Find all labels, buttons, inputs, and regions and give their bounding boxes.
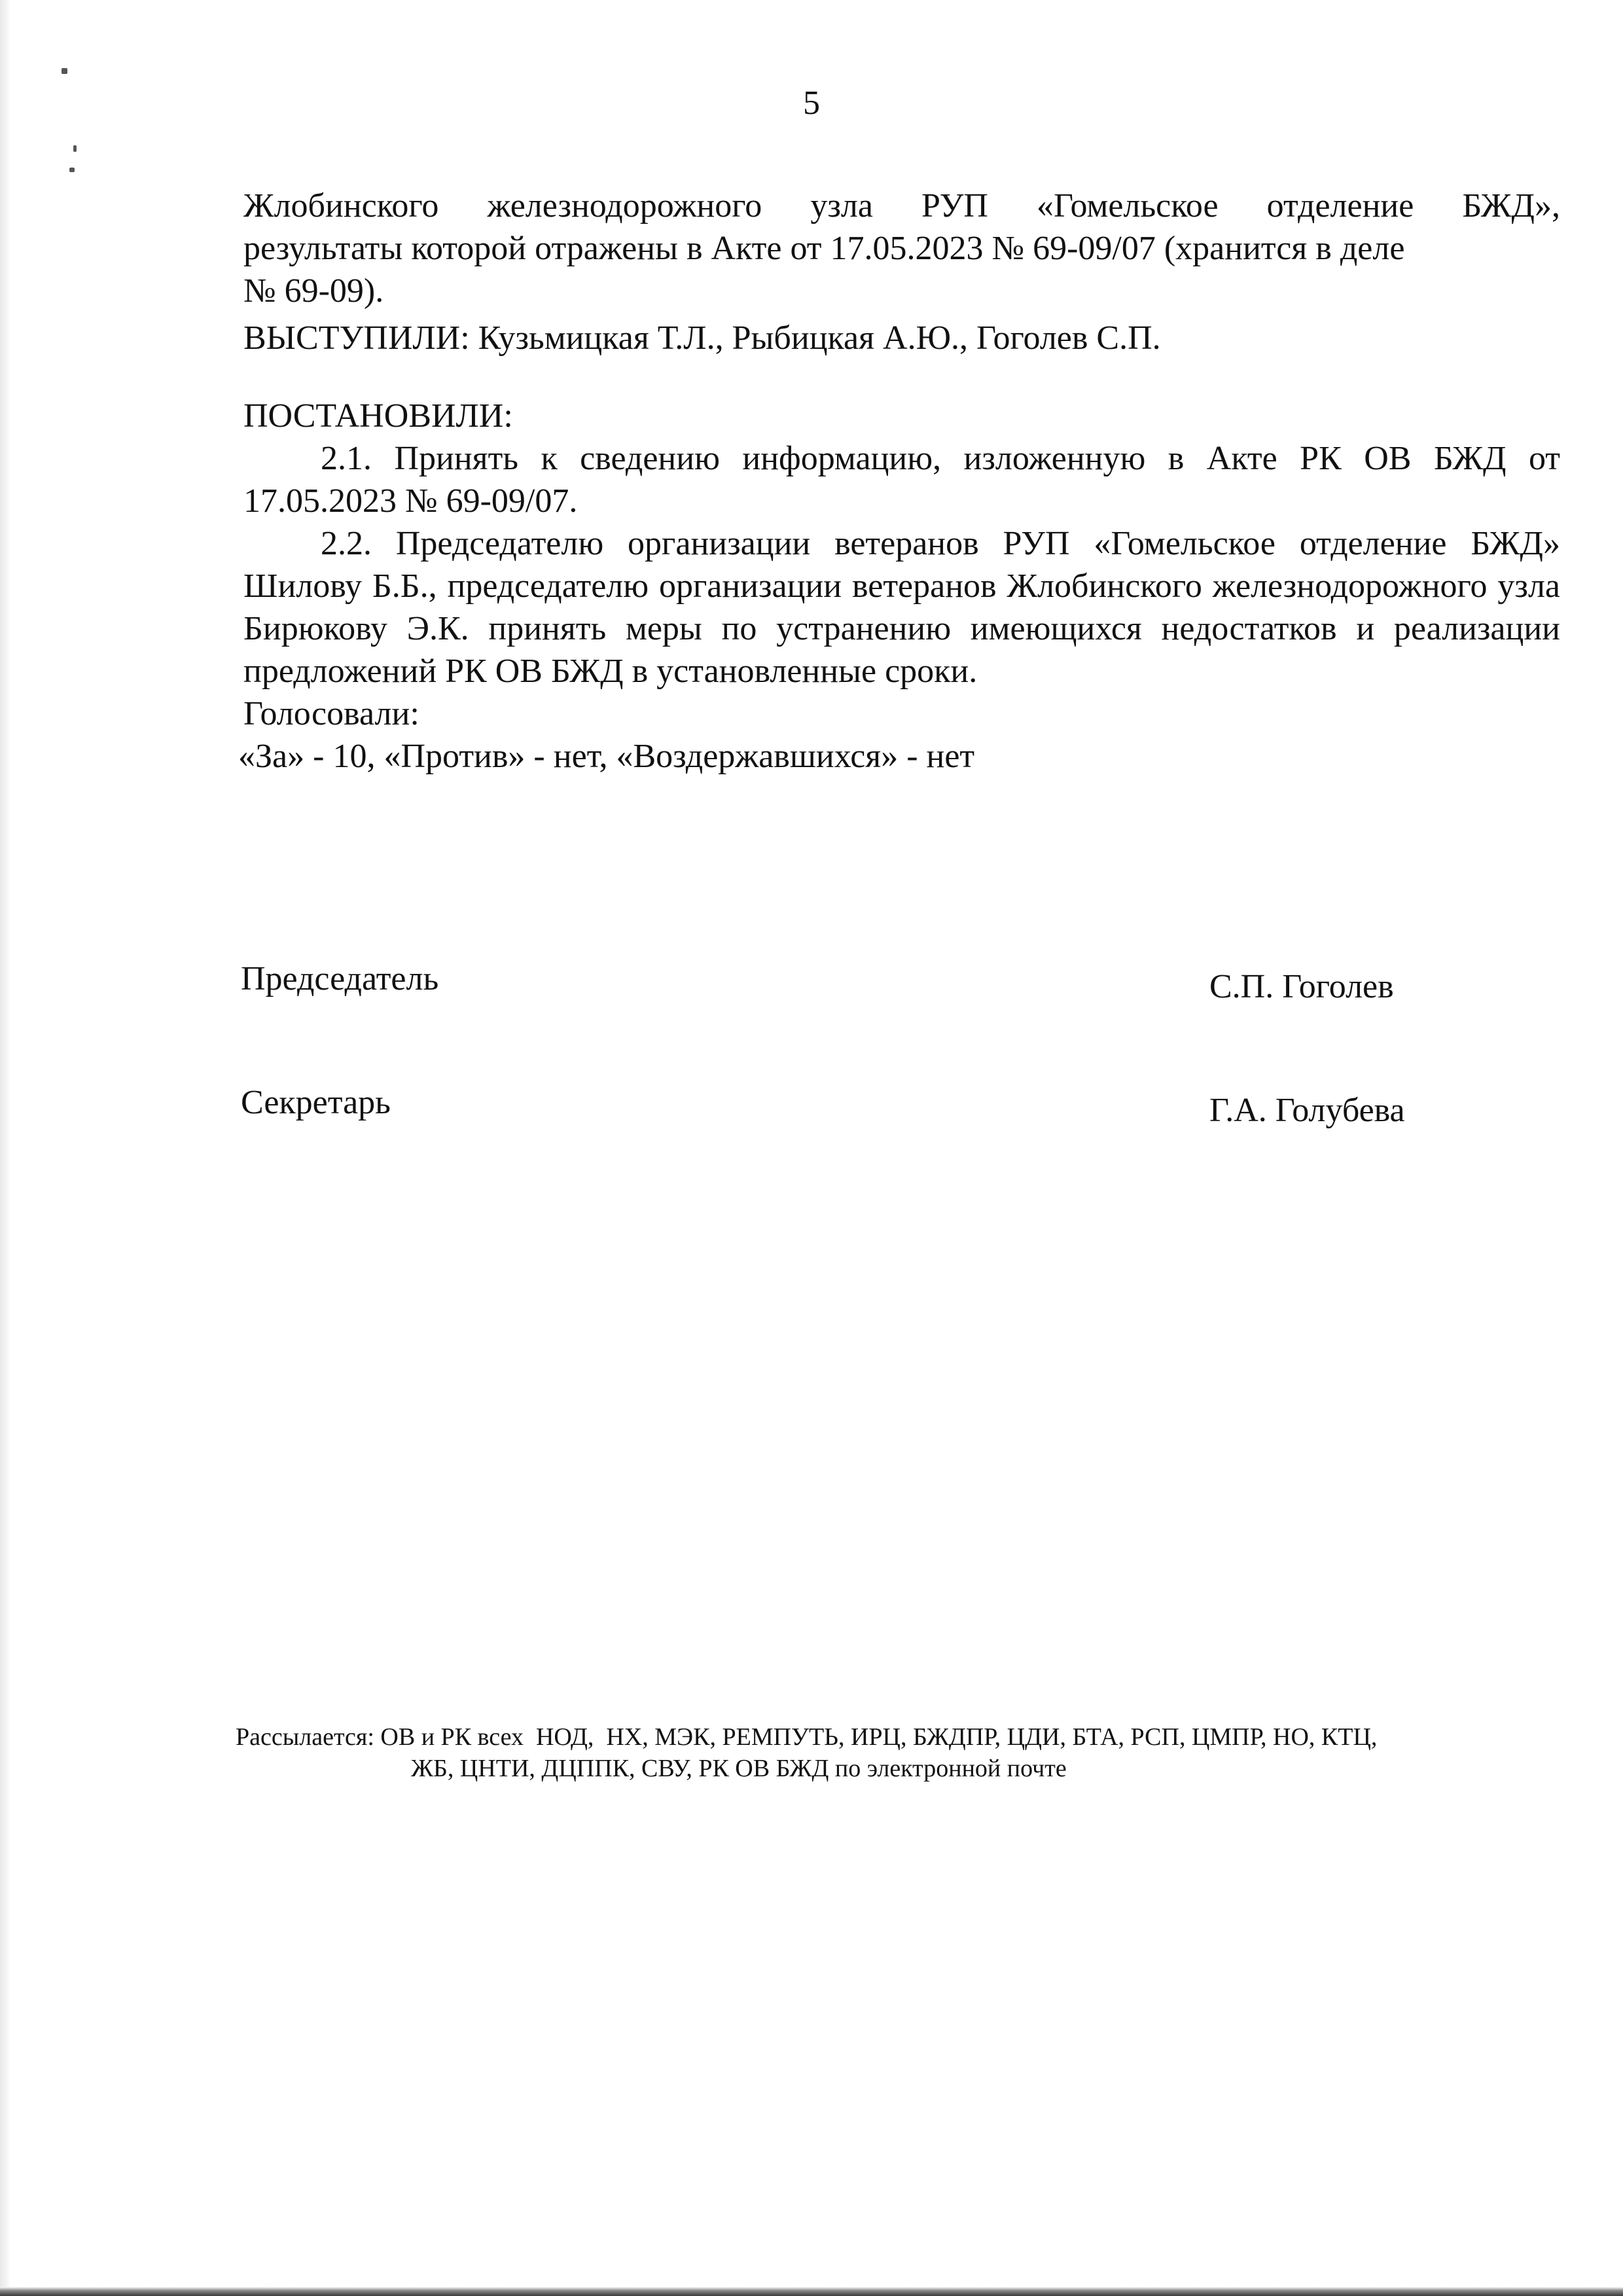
scan-speck (73, 145, 77, 152)
decision-number: 2.1. (321, 440, 372, 477)
decision-text: Принять к сведению информацию, изложенную в Акте РК ОВ БЖД от 17.05.2023 № 69-09/07. (243, 440, 1561, 520)
scan-speck (62, 68, 67, 74)
intro-line-2: результаты которой отражены в Акте от 17.05.2023 № 69-09/07 (хранится в деле (243, 230, 1405, 267)
signature-name: Г.А. Голубева (1209, 1092, 1405, 1129)
decisions-label: ПОСТАНОВИЛИ: (243, 397, 513, 435)
scan-edge-bottom (0, 2287, 1623, 2296)
signature-name: С.П. Гоголев (1209, 968, 1394, 1005)
intro-paragraph (243, 185, 1560, 312)
voting-label: Голосовали: (243, 695, 419, 732)
speakers-label: ВЫСТУПИЛИ: (243, 319, 470, 357)
decision-text: Председателю организации ветеранов РУП «Гомельское отделение БЖД» Шилову Б.Б., председателю организации ветеранов Жлобинского железнодорожного узла Бирюкову Э.К. принять меры по устранению имеющихся недостатков и реализации предложений РК ОВ БЖД в установленные сроки. (243, 525, 1561, 690)
signature-chairman (241, 960, 1445, 1005)
speakers-line (243, 317, 1560, 359)
voting-result: «За» - 10, «Против» - нет, «Воздержавшихся» - нет (238, 738, 975, 775)
scan-edge-left (0, 0, 10, 2296)
decisions-section (238, 395, 1561, 778)
intro-line-1: Жлобинского железнодорожного узла РУП «Гомельское отделение БЖД», (243, 187, 1560, 224)
scan-speck (69, 168, 75, 172)
signature-role: Председатель (241, 960, 439, 997)
distribution-line-1: Рассылается: ОВ и РК всех НОД, НХ, МЭК, РЕМПУТЬ, ИРЦ, БЖДПР, ЦДИ, БТА, РСП, ЦМПР, НО, КТЦ, (236, 1723, 1378, 1751)
page-number: 5 (803, 84, 820, 122)
decision-item-2-2 (243, 522, 1560, 692)
distribution-line-2: ЖБ, ЦНТИ, ДЦППК, СВУ, РК ОВ БЖД по электронной почте (411, 1755, 1067, 1782)
decision-item-2-1 (243, 437, 1560, 522)
speakers-names: Кузьмицкая Т.Л., Рыбицкая А.Ю., Гоголев С.П. (478, 319, 1161, 357)
decision-number: 2.2. (321, 525, 372, 562)
signature-role: Секретарь (241, 1084, 391, 1121)
distribution-list (236, 1721, 1544, 1784)
intro-line-3: № 69-09). (243, 272, 384, 310)
signature-secretary (241, 1083, 1445, 1129)
